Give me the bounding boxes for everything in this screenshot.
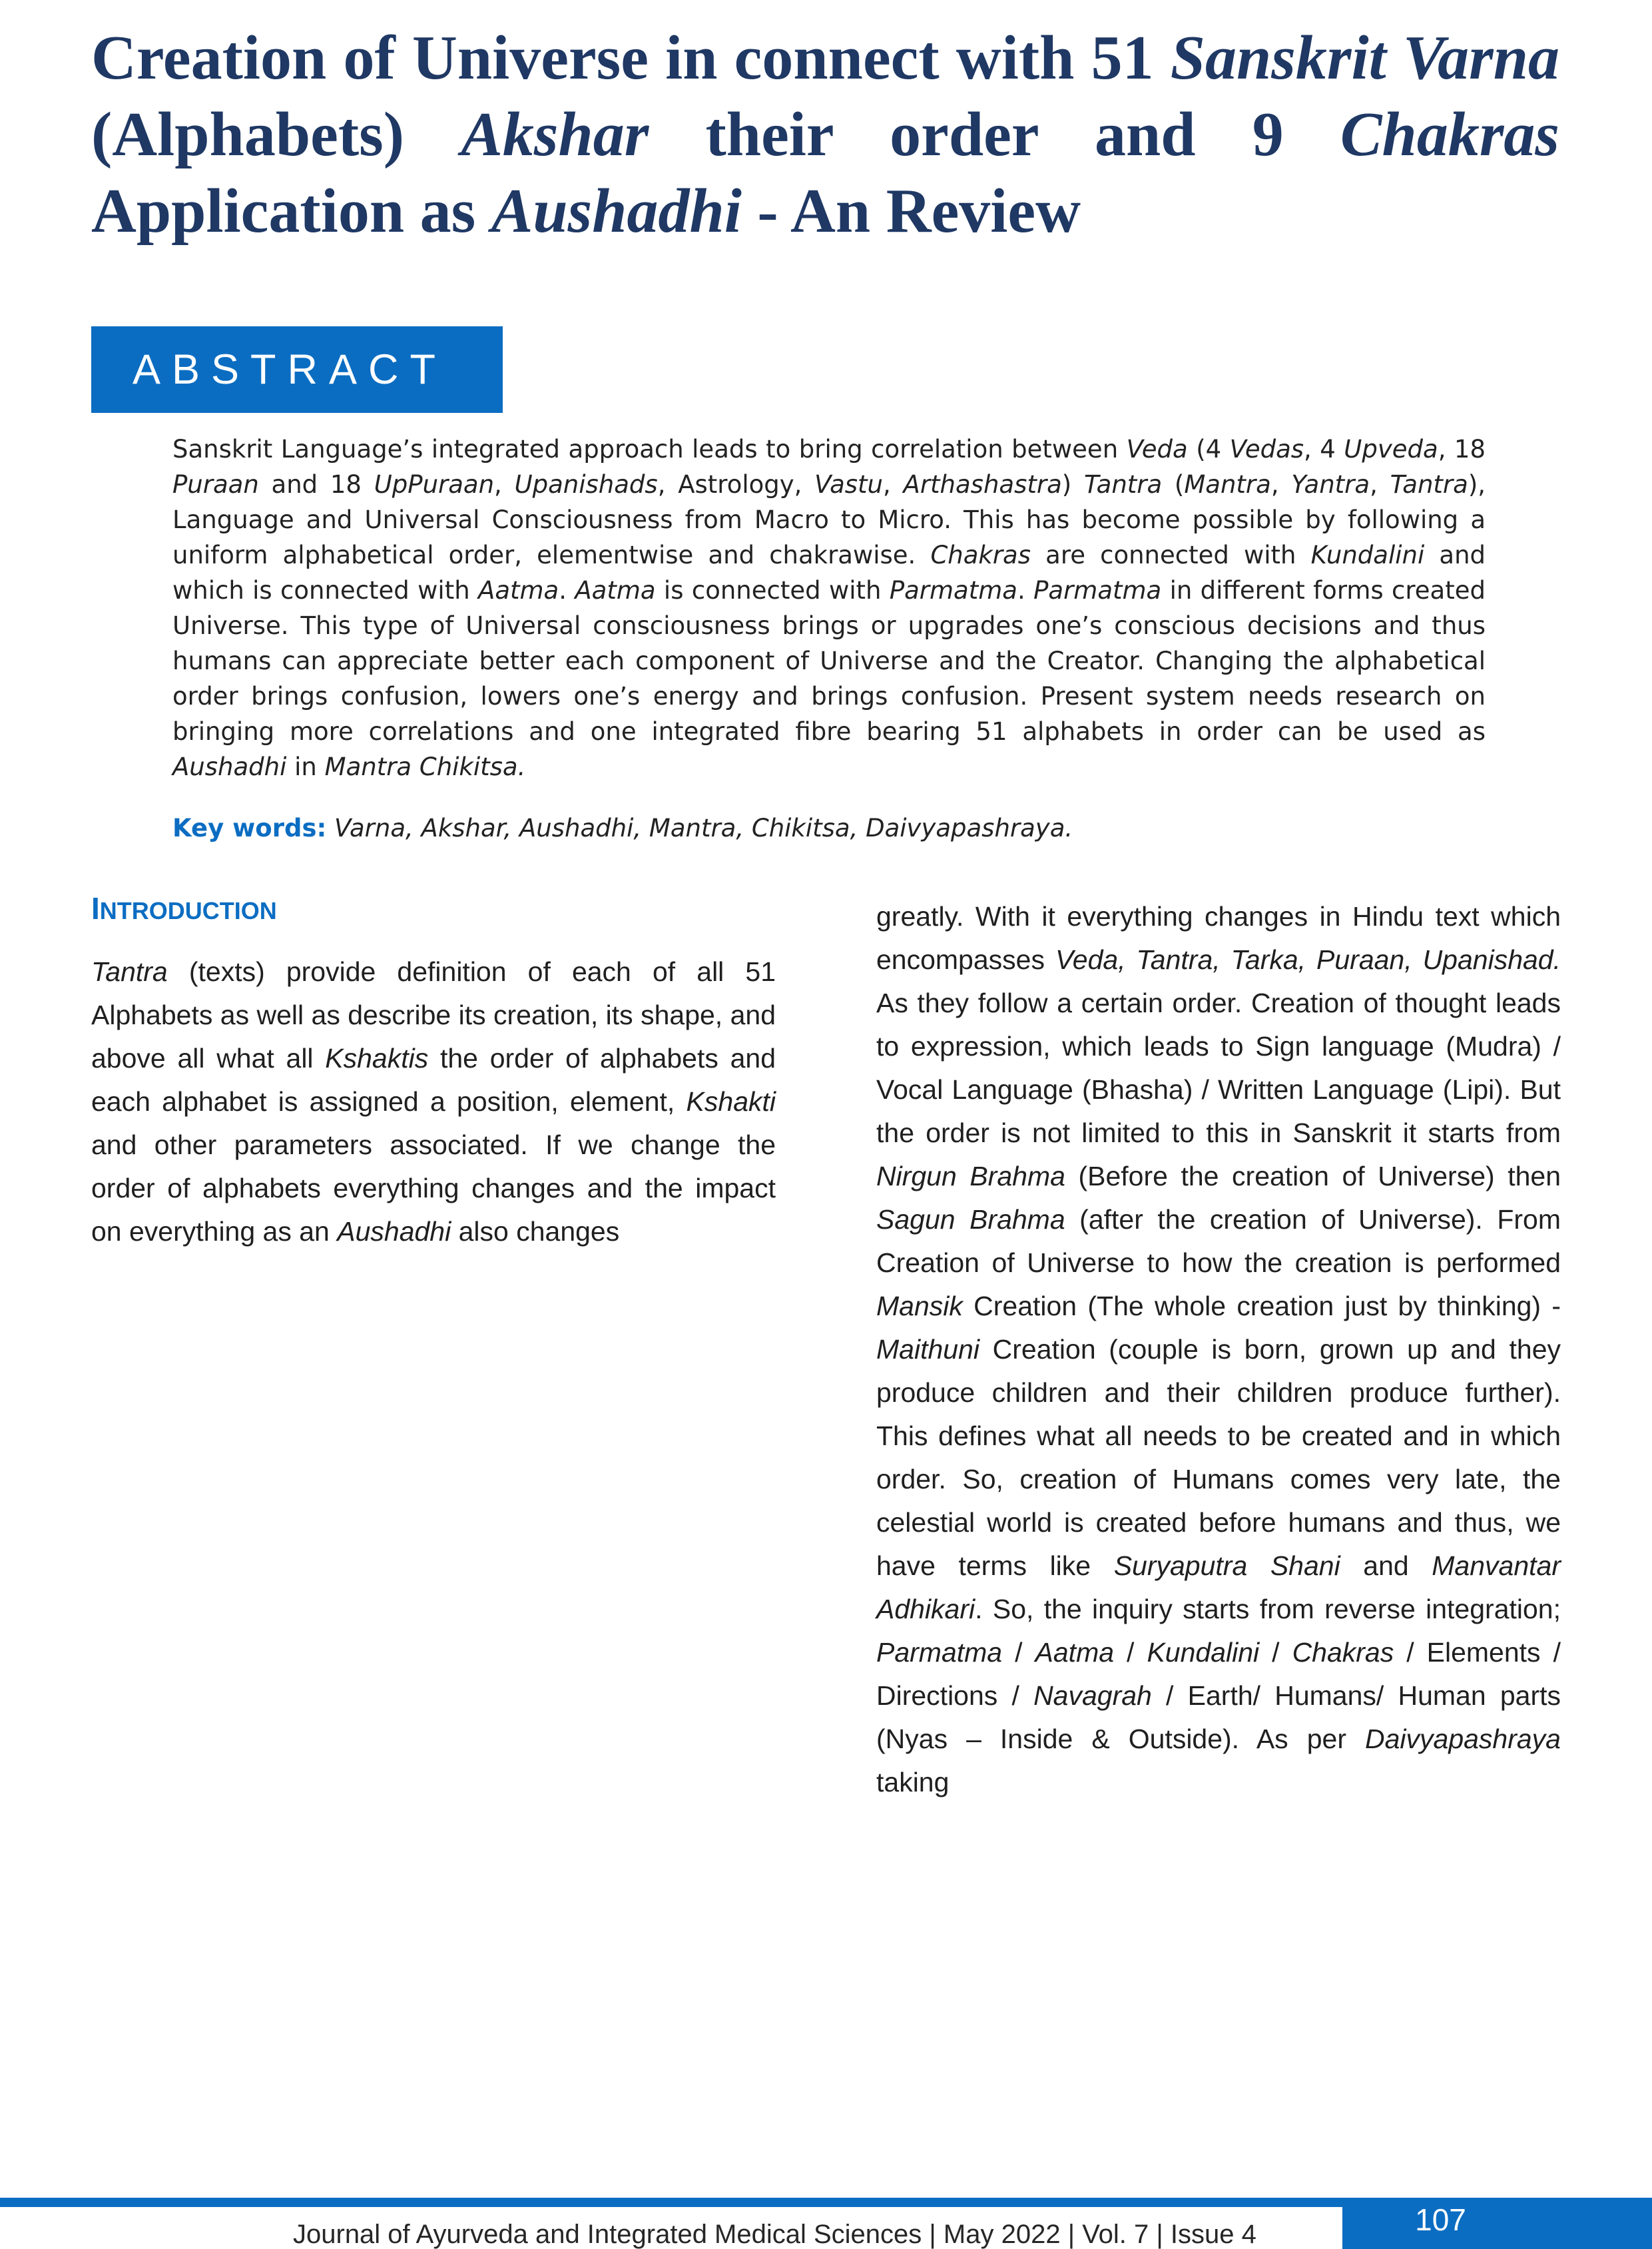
italic-run: Chakras [930, 541, 1031, 569]
italic-run: Aushadhi [337, 1216, 451, 1247]
italic-run: Nirgun Brahma [876, 1161, 1065, 1191]
introduction-left-column [91, 950, 776, 1253]
italic-run: Vastu [814, 470, 883, 499]
title-part: (Alphabets) [91, 100, 461, 169]
title-part-italic: Sanskrit Varna [1170, 23, 1559, 93]
text-run: Creation (couple is born, grown up and they produce children and their children produce further). This defines what all needs to be created and in which order. So, creation of Humans comes very late, the celestial world is created before humans and thus, we have terms like [876, 1334, 1561, 1581]
introduction-heading [91, 890, 277, 930]
italic-run: UpPuraan [374, 470, 495, 499]
text-run: Sanskrit Language’s integrated approach leads to bring correlation between [172, 435, 1127, 464]
text-run: and 18 [258, 470, 374, 499]
page-number-box [1342, 2198, 1652, 2249]
text-run: the order of alphabets and each alphabet is assigned a position, element, [91, 1043, 776, 1117]
text-run: , [1270, 470, 1292, 499]
text-run: (texts) provide definition of each of all 51 Alphabets as well as describe its creation, its shape, and above all what all [91, 956, 776, 1074]
italic-run: Parmatma [889, 576, 1017, 605]
text-run: are connected with [1031, 541, 1311, 569]
italic-run: Kshaktis [325, 1043, 429, 1074]
title-part: - An Review [741, 176, 1081, 246]
page-number: 107 [1415, 2202, 1466, 2237]
text-run: / Elements / Directions / [876, 1637, 1561, 1711]
italic-run: Parmatma [876, 1637, 1003, 1668]
italic-run: Veda [1126, 435, 1188, 464]
italic-run: Maithuni [876, 1334, 979, 1365]
text-run: also changes [451, 1216, 620, 1247]
italic-run: Upveda [1344, 435, 1438, 464]
text-run: / [1114, 1637, 1147, 1668]
abstract-heading: ABSTRACT [91, 326, 503, 413]
text-run: ( [1162, 470, 1185, 499]
italic-run: Aatma [478, 576, 559, 605]
title-part-italic: Akshar [461, 100, 649, 169]
italic-run: Tantra [1083, 470, 1163, 499]
text-run: , [883, 470, 904, 499]
text-run: , [1370, 470, 1390, 499]
italic-run: Mansik [876, 1291, 963, 1321]
italic-run: Chakras [1292, 1637, 1394, 1668]
italic-run: Daivyapashraya [1365, 1724, 1561, 1754]
abstract-paragraph [172, 432, 1486, 785]
text-run: . [559, 576, 575, 605]
title-part: Creation of Universe in connect with 51 [91, 23, 1171, 93]
text-run: and other parameters associated. If we change the order of alphabets everything changes and the impact on everything as an [91, 1129, 776, 1247]
italic-run: Upanishads [514, 470, 658, 499]
text-run: and which is connected with [172, 541, 1486, 605]
text-run: . So, the inquiry starts from reverse integration; [975, 1594, 1561, 1624]
text-run: , 18 [1438, 435, 1486, 464]
text-run: , [494, 470, 515, 499]
text-run: ) [1061, 470, 1084, 499]
footer-journal-citation: Journal of Ayurveda and Integrated Medical Sciences | May 2022 | Vol. 7 | Issue 4 [293, 2220, 1256, 2249]
italic-run: Veda, Tantra, Tarka, Puraan, Upanishad. [1055, 944, 1561, 975]
italic-run: Aatma [1035, 1637, 1115, 1668]
text-run: and [1340, 1550, 1432, 1581]
keywords-label: Key words: [172, 814, 327, 842]
text-run: , Astrology, [657, 470, 815, 499]
italic-run: Tantra [91, 956, 168, 987]
title-part: their order and 9 [649, 100, 1340, 169]
italic-run: Mantra Chikitsa. [324, 753, 526, 781]
italic-run: Suryaputra Shani [1113, 1550, 1340, 1581]
text-run: in different forms created Universe. This type of Universal consciousness brings or upgrades one’s conscious decisions and thus humans can appreciate better each component of Universe and the Creator. Changing the alphabetical order brings confusion, lowers one’s energy and brings confusion. Present system needs research on bringing more correlations and one integrated fibre bearing 51 alphabets in order can be used as [172, 576, 1486, 746]
italic-run: Kundalini [1310, 541, 1425, 569]
text-run: (4 [1187, 435, 1230, 464]
text-run: / Earth/ Humans/ Human parts (Nyas – Inside & Outside). As per [876, 1680, 1561, 1754]
introduction-right-column [876, 895, 1561, 1804]
italic-run: Yantra [1291, 470, 1370, 499]
italic-run: Sagun Brahma [876, 1204, 1065, 1235]
heading-initial: I [91, 891, 100, 926]
text-run: ), Language and Universal Consciousness from Macro to Micro. This has become possible by following a uniform alphabetical order, elementwise and chakrawise. [172, 470, 1486, 569]
title-part-italic: Aushadhi [491, 176, 742, 246]
italic-run: Aatma [575, 576, 656, 605]
text-run: is connected with [655, 576, 890, 605]
keywords-value: Varna, Akshar, Aushadhi, Mantra, Chikitsa, Daivyapashraya. [334, 814, 1073, 842]
text-run: taking [876, 1767, 950, 1797]
italic-run: Arthashastra [903, 470, 1062, 499]
text-run: greatly. With it everything changes in Hindu text which encompasses [876, 901, 1561, 975]
text-run: / [1259, 1637, 1292, 1668]
italic-run: Kshakti [686, 1086, 776, 1117]
text-run: . [1017, 576, 1034, 605]
italic-run: Aushadhi [172, 753, 287, 781]
italic-run: Kundalini [1147, 1637, 1260, 1668]
text-run: in [286, 753, 325, 781]
text-run: (Before the creation of Universe) then [1065, 1161, 1561, 1191]
italic-run: Puraan [172, 470, 259, 499]
text-run: (after the creation of Universe). From Creation of Universe to how the creation is performed [876, 1204, 1561, 1278]
title-part: Application as [91, 176, 491, 246]
title-part-italic: Chakras [1340, 100, 1559, 169]
article-title [91, 20, 1559, 250]
italic-run: Navagrah [1033, 1680, 1152, 1711]
italic-run: Tantra [1390, 470, 1468, 499]
italic-run: Vedas [1229, 435, 1304, 464]
keywords-line [172, 810, 1486, 846]
italic-run: Parmatma [1033, 576, 1162, 605]
text-run: As they follow a certain order. Creation of thought leads to expression, which leads to Sign language (Mudra) / Vocal Language (Bhasha) / Written Language (Lipi). But the order is not limited to this in Sanskrit it starts from [876, 988, 1561, 1148]
italic-run: Manvantar Adhikari [876, 1550, 1561, 1624]
text-run: Creation (The whole creation just by thinking) - [962, 1291, 1561, 1321]
text-run: / [1002, 1637, 1035, 1668]
italic-run: Mantra [1184, 470, 1271, 499]
heading-rest: NTRODUCTION [99, 897, 277, 924]
text-run: , 4 [1304, 435, 1344, 464]
